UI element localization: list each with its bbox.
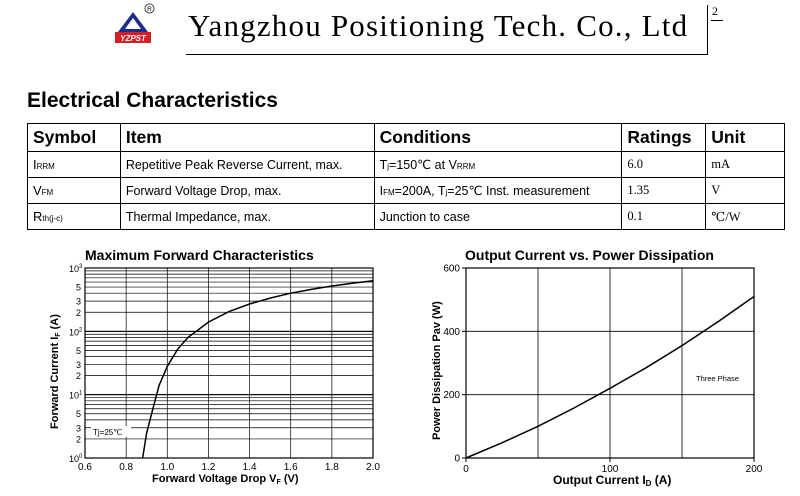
y-axis-label: Power Dissipation Pav (W) — [431, 301, 443, 440]
y-tick-label: 2 — [76, 434, 82, 445]
y-tick-label: 5 — [76, 345, 82, 356]
y-axis-label-tail: (A) — [49, 314, 61, 333]
x-tick-label: 1.2 — [201, 462, 216, 473]
symbol-sub: FM — [41, 188, 54, 197]
symbol-sub: th(j-c) — [42, 214, 63, 223]
page-header — [0, 0, 800, 60]
y-tick-label: 400 — [443, 326, 460, 338]
unit-cell: ℃/W — [706, 204, 785, 230]
table-row — [28, 178, 785, 204]
x-tick-labels — [78, 462, 380, 473]
y-tick-base: 10 — [69, 454, 80, 464]
chart-grid — [466, 268, 754, 458]
page-number-rule — [711, 20, 723, 21]
cond-sub: FM — [383, 188, 395, 197]
table-row — [28, 152, 785, 178]
y-tick-base: 10 — [69, 390, 80, 401]
unit-cell: mA — [706, 152, 785, 178]
y-axis-label-sub: F — [55, 332, 62, 337]
y-tick-label: 5 — [76, 409, 82, 420]
y-tick-label: 2 — [76, 371, 82, 382]
y-tick-exponent: 0 — [79, 454, 83, 460]
x-tick-label: 1.6 — [283, 462, 298, 473]
conditions-cell — [374, 178, 622, 204]
temperature-annotation: Tj=25℃ — [93, 428, 123, 437]
x-axis-label-sub: F — [276, 479, 281, 486]
y-tick-base: 10 — [69, 264, 80, 274]
forward-voltage-curve — [143, 281, 373, 458]
symbol-main: I — [33, 157, 37, 172]
symbol-cell — [28, 178, 121, 204]
x-axis-label-sub: D — [645, 479, 652, 488]
x-tick-label: 0.6 — [78, 462, 92, 473]
cond-sub: j — [445, 188, 448, 197]
x-axis-label-main: Output Current I — [553, 473, 646, 487]
y-tick-labels — [443, 264, 466, 465]
company-logo-icon — [112, 10, 154, 46]
y-tick-base: 10 — [69, 327, 80, 338]
forward-characteristics-chart — [40, 244, 390, 494]
x-axis-label-tail: (V) — [280, 473, 299, 485]
series-label: Three Phase — [696, 374, 739, 383]
y-tick-label: 0 — [454, 453, 460, 465]
registered-mark-letter: R — [147, 6, 152, 13]
header-divider — [707, 5, 708, 55]
symbol-sub: RRM — [36, 162, 55, 171]
y-tick-label: 200 — [443, 390, 460, 402]
x-tick-label: 0 — [463, 464, 469, 475]
y-tick-label — [69, 264, 83, 274]
x-tick-label: 1.0 — [160, 462, 175, 473]
table-row — [28, 204, 785, 230]
x-tick-label: 2.0 — [366, 462, 380, 473]
power-dissipation-chart — [425, 244, 785, 494]
x-tick-label: 1.4 — [242, 462, 257, 473]
y-tick-labels — [69, 264, 83, 464]
y-tick-label — [69, 327, 83, 337]
x-axis-label — [152, 473, 299, 486]
col-header-symbol: Symbol — [28, 124, 121, 152]
y-tick-label: 2 — [76, 307, 82, 318]
y-tick-exponent: 2 — [79, 327, 83, 334]
logo-text: YZPST — [120, 34, 146, 43]
y-tick-label: 3 — [76, 359, 82, 370]
x-tick-label: 1.8 — [324, 462, 339, 473]
cond-part: T — [379, 158, 388, 172]
y-axis-label-main: Forward Current I — [49, 336, 61, 429]
cond-sub: j — [387, 162, 390, 171]
rating-cell: 6.0 — [622, 152, 706, 178]
y-axis-label — [49, 314, 62, 429]
x-tick-label: 200 — [745, 464, 763, 475]
x-axis-label — [553, 473, 671, 488]
col-header-ratings: Ratings — [622, 124, 706, 152]
x-axis-label-tail: (A) — [651, 473, 672, 487]
page-number: 2 — [712, 4, 718, 18]
y-tick-exponent: 3 — [79, 264, 83, 270]
x-tick-label: 100 — [601, 464, 619, 475]
symbol-main: V — [33, 183, 42, 198]
item-cell: Forward Voltage Drop, max. — [120, 178, 374, 204]
registered-mark-icon — [144, 3, 155, 14]
section-title: Electrical Characteristics — [27, 89, 278, 112]
cond-part: =25℃ Inst. measurement — [447, 184, 590, 198]
y-tick-label — [69, 391, 83, 401]
x-axis-label-main: Forward Voltage Drop V — [152, 473, 277, 485]
chart-title: Output Current vs. Power Dissipation — [465, 247, 714, 263]
rating-cell: 0.1 — [622, 204, 706, 230]
cond-part: =150℃ at V — [389, 158, 457, 172]
item-cell: Repetitive Peak Reverse Current, max. — [120, 152, 374, 178]
header-underline — [186, 54, 708, 55]
cond-part: Junction to case — [379, 209, 470, 224]
cond-part: I — [379, 184, 384, 198]
cond-sub: RRM — [456, 162, 476, 171]
col-header-item: Item — [120, 124, 374, 152]
characteristics-table — [27, 123, 785, 230]
table-header-row — [28, 124, 785, 152]
cond-part: =200A, T — [394, 184, 446, 198]
x-tick-label: 0.8 — [119, 462, 134, 473]
unit-cell: V — [706, 178, 785, 204]
conditions-cell — [374, 152, 622, 178]
y-tick-exponent: 1 — [79, 390, 83, 397]
rating-cell: 1.35 — [622, 178, 706, 204]
col-header-conditions: Conditions — [374, 124, 622, 152]
y-tick-label: 3 — [76, 296, 82, 307]
symbol-cell — [28, 152, 121, 178]
y-tick-label: 3 — [76, 423, 82, 434]
company-name: Yangzhou Positioning Tech. Co., Ltd — [188, 8, 689, 43]
y-tick-label: 5 — [76, 282, 82, 293]
symbol-cell — [28, 204, 121, 230]
item-cell: Thermal Impedance, max. — [120, 204, 374, 230]
y-tick-label: 600 — [443, 263, 460, 275]
symbol-main: R — [33, 209, 43, 224]
chart-title: Maximum Forward Characteristics — [85, 247, 314, 263]
conditions-cell — [374, 204, 622, 230]
col-header-unit: Unit — [706, 124, 785, 152]
